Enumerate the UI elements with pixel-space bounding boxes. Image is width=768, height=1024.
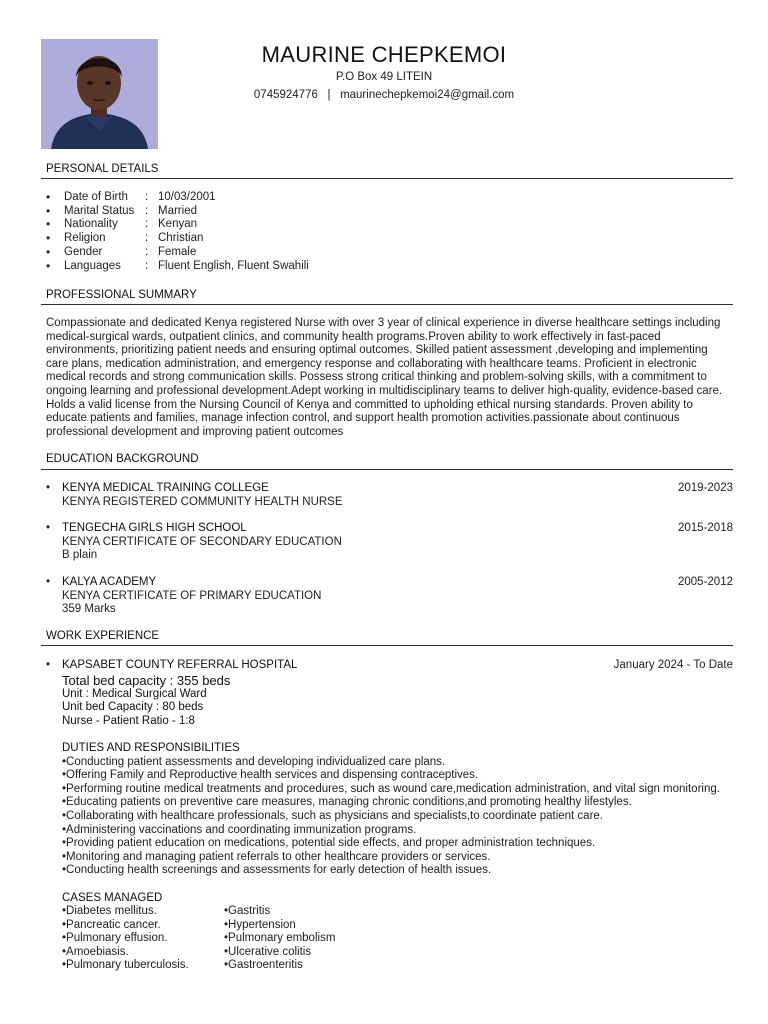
case-item: •Pulmonary effusion. [62,932,168,945]
list-item: • Languages : Fluent English, Fluent Swahili [46,260,309,274]
education-dates: 2015-2018 [678,522,733,534]
duty-item: •Educating patients on preventive care measures, managing chronic conditions,and promoting healthy lifestyles. [62,796,632,809]
case-item: •Pulmonary embolism [224,932,336,945]
qualification: KENYA CERTIFICATE OF SECONDARY EDUCATION [62,535,342,548]
education-item [46,482,733,509]
duty-item: •Performing routine medical treatments and procedures, such as wound care,medication administration, and vital sign monitoring. [62,782,720,795]
duty-item: •Providing patient education on medications, potential side effects, and proper administration techniques. [62,837,596,850]
case-item: •Gastroenteritis [224,959,303,972]
case-item: •Pulmonary tuberculosis. [62,959,189,972]
unit-bed-capacity: Unit bed Capacity : 80 beds [62,701,204,714]
school-name: TENGECHA GIRLS HIGH SCHOOL [62,522,247,534]
phone-number: 0745924776 [253,89,318,101]
employer-name: KAPSABET COUNTY REFERRAL HOSPITAL [62,659,298,671]
list-item: • Religion : Christian [46,232,309,246]
bullet: • [46,576,51,588]
section-divider [41,178,733,179]
contact-separator: | [327,89,331,101]
bullet: • [46,659,51,671]
case-item: •Pancreatic cancer. [62,918,161,931]
cases-title: CASES MANAGED [62,891,163,904]
case-item: •Gastritis [224,905,271,918]
unit-name: Unit : Medical Surgical Ward [62,687,207,700]
bullet: • [46,522,51,534]
list-item: • Marital Status : Married [46,205,309,219]
school-name: KENYA MEDICAL TRAINING COLLEGE [62,482,269,494]
personal-details-list [46,191,309,273]
duty-item: •Conducting patient assessments and developing individualized care plans. [62,755,446,768]
bed-capacity: Total bed capacity : 355 beds [62,672,231,688]
work-item [46,659,733,973]
section-title-work: WORK EXPERIENCE [46,630,160,642]
grade: 359 Marks [62,603,116,616]
list-item: • Nationality : Kenyan [46,218,309,232]
cases-list [62,905,733,973]
education-dates: 2005-2012 [678,576,733,588]
work-dates: January 2024 - To Date [613,659,733,671]
summary-paragraph: Compassionate and dedicated Kenya registered Nurse with over 3 year of clinical experience in diverse healthcare settings including medical-surgical wards, outpatient clinics, and community health programs.Proven ability to work effectively in fast-paced environments, prioritizing patient needs and ensuring optimal outcomes. Skilled patient assessment ,developing and implementing care plans, medication administration, and emergency response and collaborating with healthcare teams. Proficient in electronic medical records and strong communication skills. Possess strong critical thinking and problem-solving skills, with a commitment to ongoing learning and professional development.Adept working in multidisciplinary teams to deliver high-quality, evidence-based care. Holds a valid license from the Nursing Council of Kenya and committed to upholding ethical nursing standards. Proven ability to educate patients and families, manage infection control, and support health promotion activities.passionate about continuous professional development and improving patient outcomes [46,317,723,438]
duty-item: •Monitoring and managing patient referrals to other healthcare providers or services. [62,850,491,863]
postal-address: P.O Box 49 LITEIN [335,71,433,83]
nurse-patient-ratio: Nurse - Patient Ratio - 1:8 [62,714,195,727]
section-divider [41,645,733,646]
duty-item: •Administering vaccinations and coordinating immunization programs. [62,823,417,836]
duty-item: •Offering Family and Reproductive health services and dispensing contraceptives. [62,769,479,782]
case-item: •Amoebiasis. [62,945,129,958]
duties-title: DUTIES AND RESPONSIBILITIES [62,741,240,754]
grade: B plain [62,549,98,562]
bullet: • [46,482,51,494]
section-title-summary: PROFESSIONAL SUMMARY [46,289,197,301]
education-dates: 2019-2023 [678,482,733,494]
case-item: •Hypertension [224,918,296,931]
duty-item: •Conducting health screenings and assessments for early detection of health issues. [62,864,492,877]
qualification: KENYA REGISTERED COMMUNITY HEALTH NURSE [62,495,343,508]
list-item: • Date of Birth : 10/03/2001 [46,191,309,205]
section-title-personal: PERSONAL DETAILS [46,163,159,175]
contact-line [0,87,768,103]
education-item [46,522,733,563]
case-item: •Ulcerative colitis [224,945,312,958]
school-name: KALYA ACADEMY [62,576,157,588]
duty-item: •Collaborating with healthcare professionals, such as physicians and specialists,to coordinate patient care. [62,809,603,822]
email-address: maurinechepkemoi24@gmail.com [340,89,515,101]
section-divider [41,304,733,305]
qualification: KENYA CERTIFICATE OF PRIMARY EDUCATION [62,589,322,602]
case-item: •Diabetes mellitus. [62,905,157,918]
education-item [46,576,733,617]
candidate-name: MAURINE CHEPKEMOI [261,42,507,67]
section-title-education: EDUCATION BACKGROUND [46,453,199,465]
section-divider [41,469,733,470]
resume-header [0,41,768,103]
list-item: • Gender : Female [46,246,309,260]
